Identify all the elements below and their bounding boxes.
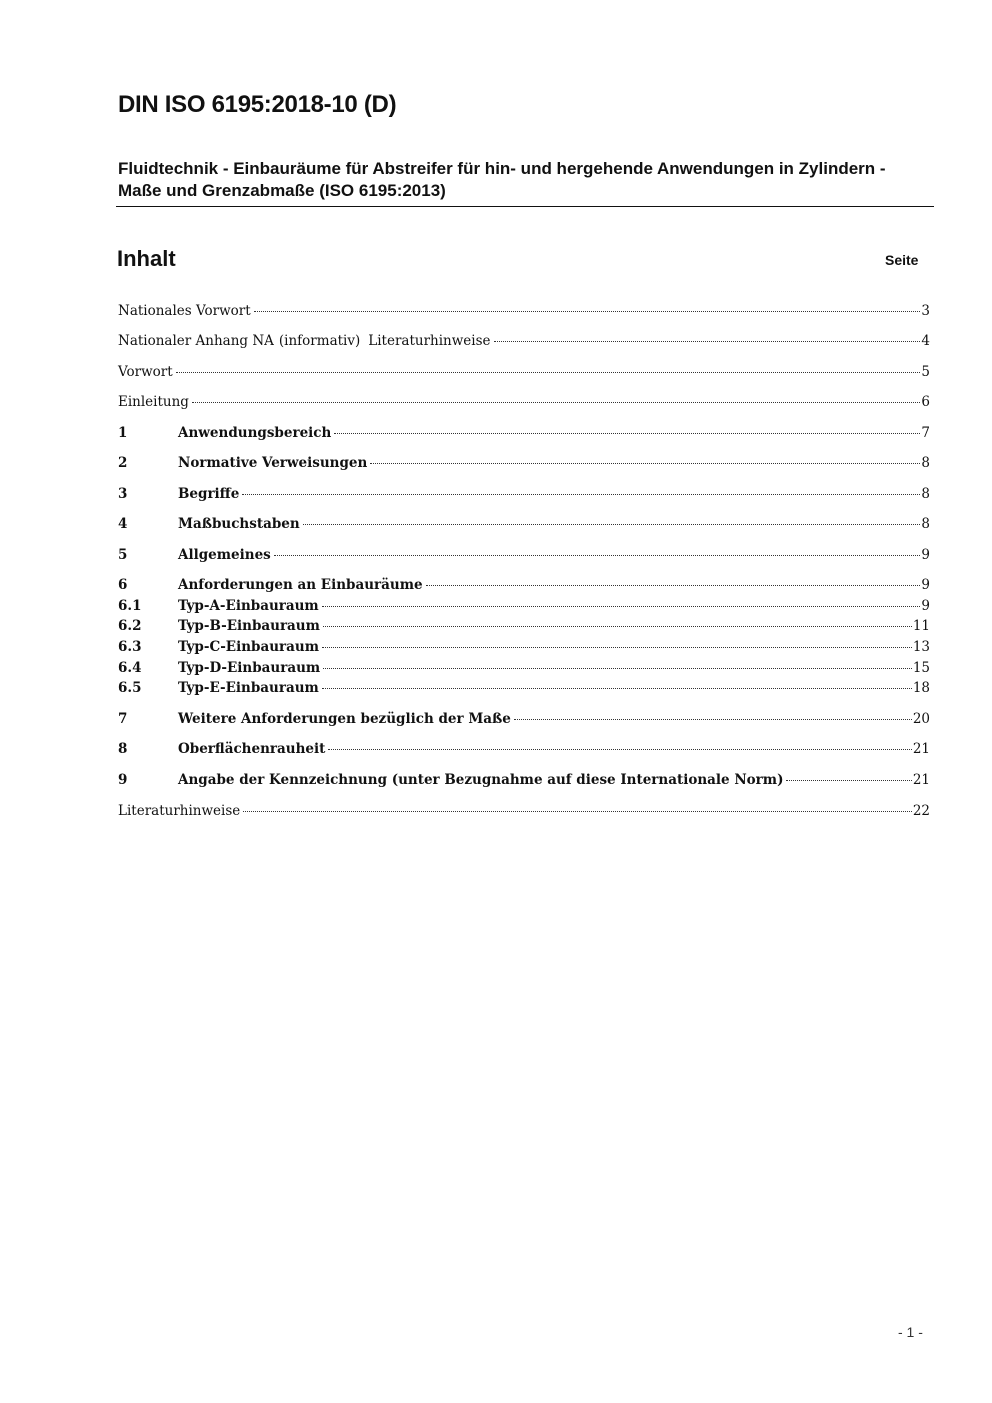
toc-entry[interactable]	[118, 516, 930, 536]
toc-leader-dots	[323, 667, 912, 669]
toc-entry-page: 8	[921, 516, 930, 532]
toc-entry[interactable]	[118, 333, 930, 353]
toc-leader-dots	[334, 432, 920, 434]
toc-leader-dots	[323, 625, 912, 627]
toc-entry-title: Vorwort	[118, 364, 173, 380]
toc-leader-dots	[328, 748, 911, 750]
toc-entry-page: 9	[921, 577, 930, 593]
toc-entry[interactable]	[118, 803, 930, 823]
toc-entry-number: 6.1	[118, 598, 142, 614]
toc-entry-number: 6	[118, 577, 128, 593]
toc-entry-number: 6.2	[118, 618, 142, 634]
toc-heading: Inhalt	[117, 246, 176, 271]
toc-entry[interactable]	[118, 598, 930, 618]
toc-entry[interactable]	[118, 639, 930, 659]
toc-entry-title: Anforderungen an Einbauräume	[178, 577, 423, 593]
toc-entry-number: 6.5	[118, 680, 142, 696]
toc-leader-dots	[242, 493, 920, 495]
toc-entry-title: Einleitung	[118, 394, 189, 410]
toc-entry-title: Typ-B-Einbauraum	[178, 618, 320, 634]
toc-entry-page: 4	[921, 333, 930, 349]
title-divider	[116, 206, 934, 207]
toc-entry[interactable]	[118, 303, 930, 323]
toc-leader-dots	[426, 584, 921, 586]
toc-entry-page: 8	[921, 486, 930, 502]
toc-entry-title: Typ-E-Einbauraum	[178, 680, 319, 696]
document-subtitle: Fluidtechnik - Einbauräume für Abstreifer für hin- und hergehende Anwendungen in Zylindern - Maße und Grenzabmaße (ISO 6195:2013)	[118, 159, 886, 200]
toc-entry-title: Normative Verweisungen	[178, 455, 368, 471]
toc-entry-title: Weitere Anforderungen bezüglich der Maße	[178, 711, 511, 727]
toc-entry-page: 5	[921, 364, 930, 380]
toc-entry-title: Literaturhinweise	[118, 803, 241, 819]
toc-entry-page: 18	[912, 680, 930, 696]
toc-entry-qualifier: (informativ)	[278, 333, 361, 349]
toc-leader-dots	[243, 810, 912, 812]
toc-entry[interactable]	[118, 741, 930, 761]
toc-entry-number: 6.3	[118, 639, 142, 655]
toc-leader-dots	[370, 462, 920, 464]
document-title: DIN ISO 6195:2018-10 (D)	[118, 91, 397, 118]
toc-leader-dots	[322, 605, 921, 607]
toc-entry[interactable]	[118, 455, 930, 475]
toc-leader-dots	[786, 779, 911, 781]
toc-entry-number: 4	[118, 516, 128, 532]
toc-entry-title: Anwendungsbereich	[178, 425, 332, 441]
toc-leader-dots	[303, 523, 921, 525]
toc-entry[interactable]	[118, 711, 930, 731]
toc-entry-title: Typ-D-Einbauraum	[178, 660, 321, 676]
toc-entry[interactable]	[118, 577, 930, 597]
toc-entry-page: 8	[921, 455, 930, 471]
toc-entry-page: 11	[912, 618, 930, 634]
toc-entry-page: 22	[912, 803, 930, 819]
toc-leader-dots	[274, 554, 921, 556]
toc-entry-number: 8	[118, 741, 128, 757]
toc-entry-page: 21	[912, 741, 930, 757]
toc-entry-page: 7	[921, 425, 930, 441]
toc-entry[interactable]	[118, 364, 930, 384]
toc-entry-title: Typ-C-Einbauraum	[178, 639, 319, 655]
toc-leader-dots	[322, 687, 912, 689]
toc-entry-page: 3	[921, 303, 930, 319]
toc-entry-number: 1	[118, 425, 128, 441]
toc-entry[interactable]	[118, 680, 930, 700]
toc-entry-title: Angabe der Kennzeichnung (unter Bezugnahme auf diese Internationale Norm)	[178, 772, 784, 788]
toc-entry[interactable]	[118, 618, 930, 638]
toc-entry-number: 3	[118, 486, 128, 502]
toc-page-column-label: Seite	[885, 252, 919, 268]
toc-entry-title: Allgemeines	[178, 547, 271, 563]
toc-leader-dots	[176, 371, 921, 373]
toc-entry[interactable]	[118, 425, 930, 445]
toc-entry-title: Nationales Vorwort	[118, 303, 251, 319]
footer-page-number: - 1 -	[898, 1324, 923, 1340]
toc-entry-page: 6	[921, 394, 930, 410]
toc-entry-page: 9	[921, 598, 930, 614]
toc-entry-number: 2	[118, 455, 128, 471]
toc-entry[interactable]	[118, 772, 930, 792]
toc-leader-dots	[322, 646, 912, 648]
toc-entry-page: 9	[921, 547, 930, 563]
toc-entry-page: 21	[912, 772, 930, 788]
toc-entry-page: 20	[912, 711, 930, 727]
toc-entry[interactable]	[118, 486, 930, 506]
toc-entry-title-tail: Literaturhinweise	[368, 333, 491, 349]
toc-leader-dots	[494, 340, 921, 342]
toc-entry-title: Nationaler Anhang NA	[118, 333, 274, 349]
toc-entry-title: Typ-A-Einbauraum	[178, 598, 319, 614]
toc-leader-dots	[254, 310, 921, 312]
toc-entry-page: 13	[912, 639, 930, 655]
toc-entry[interactable]	[118, 394, 930, 414]
toc-entry-page: 15	[912, 660, 930, 676]
toc-entry-number: 5	[118, 547, 128, 563]
toc-leader-dots	[192, 401, 920, 403]
toc-entry-title: Maßbuchstaben	[178, 516, 300, 532]
toc-entry-number: 7	[118, 711, 128, 727]
toc-entry-title: Begriffe	[178, 486, 240, 502]
toc-entry-title: Oberflächenrauheit	[178, 741, 326, 757]
toc-leader-dots	[514, 718, 912, 720]
toc-entry-number: 6.4	[118, 660, 142, 676]
toc-entry[interactable]	[118, 547, 930, 567]
toc-entry[interactable]	[118, 660, 930, 680]
toc-entry-number: 9	[118, 772, 128, 788]
